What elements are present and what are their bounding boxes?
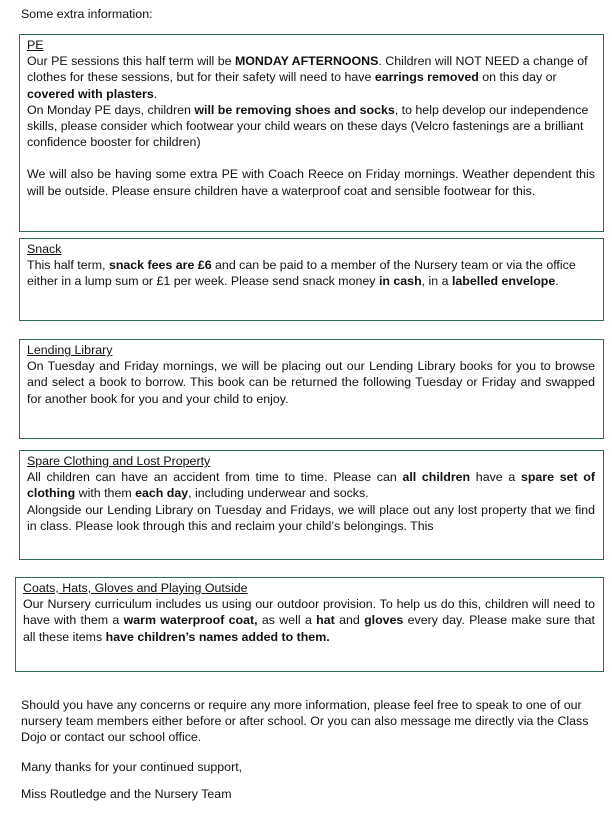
coats-heading: Coats, Hats, Gloves and Playing Outside [23, 581, 248, 595]
clothing-paragraph-1: All children can have an accident from time to time. Please can all children have a spare set of clothing with them each day, including underwear and socks. [27, 470, 595, 501]
library-paragraph: On Tuesday and Friday mornings, we will be placing out our Lending Library books for you to browse and select a book to borrow. This book can be returned the following Tuesday or Friday and swapped for another book for you and your child to enjoy. [27, 359, 595, 406]
pe-paragraph-1: Our PE sessions this half term will be MONDAY AFTERNOONS. Children will NOT NEED a change of clothes for these sessions, but for their safety will need to have earrings removed on this day or covered with plasters. [27, 54, 588, 101]
clothing-paragraph-2: Alongside our Lending Library on Tuesday and Fridays, we will place out any lost property that we find in class. Please look through this and reclaim your child’s belongings. This [27, 502, 595, 533]
intro-text: Some extra information: [21, 7, 153, 21]
closing-paragraph: Should you have any concerns or require any more information, please feel free to speak to one of our nursery team members either before or after school. Or you can also message me directly via the Class Dojo or contact our school office. [21, 698, 589, 745]
pe-paragraph-2: On Monday PE days, children will be removing shoes and socks, to help develop our independence skills, please consider which footwear your child wears on these days (Velcro fastenings are a brilliant confidence booster for children) [27, 102, 589, 150]
lending-library-section [19, 339, 604, 439]
library-heading: Lending Library [27, 343, 113, 357]
pe-paragraph-3: We will also be having some extra PE with Coach Reece on Friday mornings. Weather dependent this will be outside. Please ensure children have a waterproof coat and sensible footwear for this. [27, 167, 595, 198]
pe-heading: PE [27, 38, 44, 52]
snack-paragraph: This half term, snack fees are £6 and can be paid to a member of the Nursery team or via the office either in a lump sum or £1 per week. Please send snack money in cash, in a labelled envelope. [27, 258, 576, 289]
snack-heading: Snack [27, 242, 62, 256]
clothing-heading: Spare Clothing and Lost Property [27, 454, 211, 468]
coats-section [15, 577, 604, 672]
pe-section [19, 34, 604, 232]
signature-line: Miss Routledge and the Nursery Team [21, 787, 232, 801]
snack-section [19, 238, 604, 321]
spare-clothing-section [19, 450, 604, 560]
coats-paragraph: Our Nursery curriculum includes us using our outdoor provision. To help us do this, children will need to have with them a warm waterproof coat, as well a hat and gloves every day. Please make sure that all these items have children’s names added to them. [23, 597, 595, 644]
thanks-line: Many thanks for your continued support, [21, 760, 243, 774]
